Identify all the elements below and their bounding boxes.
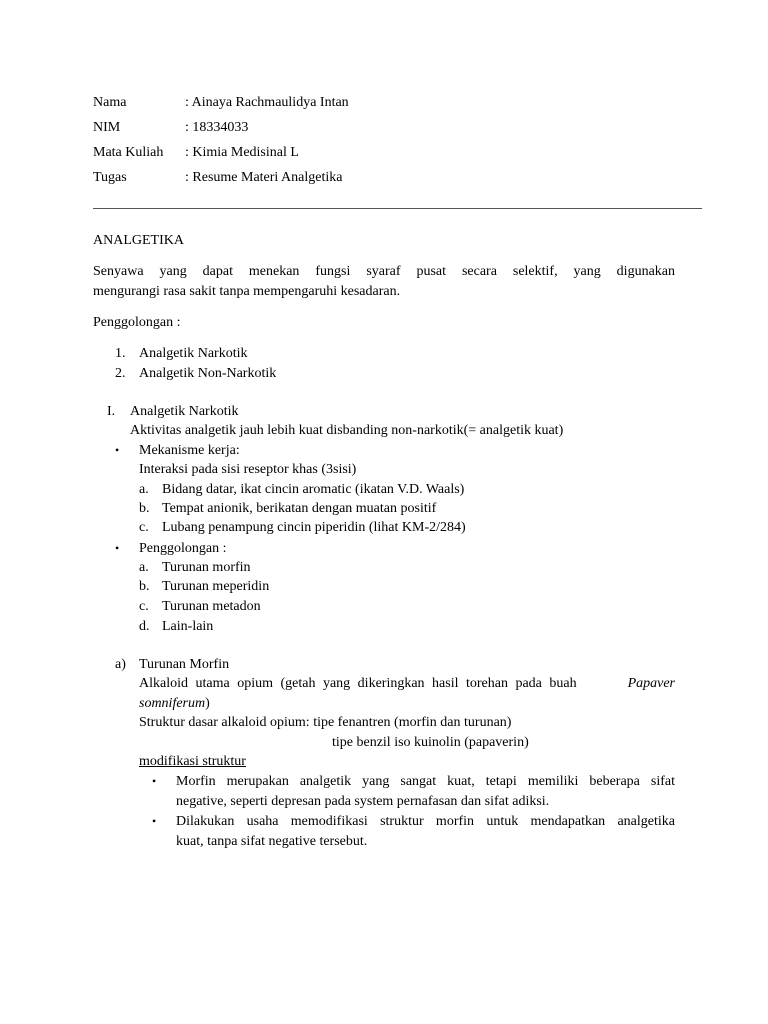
course-value: : Kimia Medisinal L [185,145,299,160]
list-number: 2. [115,366,126,381]
mechanism-description: Interaksi pada sisi reseptor khas (3sisi) [139,462,357,477]
morfin-text: Alkaloid utama opium (getah yang dikeringkan hasil torehan pada buah [139,676,577,691]
intro-line-2: mengurangi rasa sakit tanpa mempengaruhi kesadaran. [93,284,401,299]
task-value: : Resume Materi Analgetika [185,170,343,185]
structure-line-2: tipe benzil iso kuinolin (papaverin) [332,735,529,750]
morfin-line-1 [139,675,675,692]
species-name-part-2: somniferum [139,696,206,711]
list-letter: a. [139,560,149,575]
closing-paren: ) [205,696,210,711]
list-item: Bidang datar, ikat cincin aromatic (ikatan V.D. Waals) [162,482,465,497]
course-label: Mata Kuliah [93,145,164,160]
list-letter: d. [139,619,150,634]
doc-title: ANALGETIKA [93,233,184,248]
list-item: Lubang penampung cincin piperidin (lihat KM-2/284) [162,520,466,535]
list-number: 1. [115,346,126,361]
subsection-title: Turunan Morfin [139,657,230,672]
name-label: Nama [93,95,127,110]
modification-bullet-2-line-1: Dilakukan usaha memodifikasi struktur morfin untuk mendapatkan analgetika [176,814,675,829]
bullet-icon: • [115,443,120,457]
name-value: : Ainaya Rachmaulidya Intan [185,95,349,110]
section-description: Aktivitas analgetik jauh lebih kuat disbanding non-narkotik(= analgetik kuat) [130,423,564,438]
list-letter: c. [139,520,149,535]
species-name-part-1: Papaver [627,676,675,691]
bullet-icon: • [152,774,157,788]
list-item: Analgetik Non-Narkotik [139,366,277,381]
list-item: Tempat anionik, berikatan dengan muatan positif [162,501,437,516]
list-letter: b. [139,579,150,594]
modification-bullet-1-line-1: Morfin merupakan analgetik yang sangat kuat, tetapi memiliki beberapa sifat [176,774,675,789]
mechanism-title: Mekanisme kerja: [139,443,240,458]
subsection-label: a) [115,657,126,672]
list-letter: b. [139,501,150,516]
modification-bullet-2-line-2: kuat, tanpa sifat negative tersebut. [176,834,368,849]
list-letter: a. [139,482,149,497]
list-item: Turunan metadon [162,599,261,614]
classification-title: Penggolongan : [139,541,227,556]
task-label: Tugas [93,170,127,185]
structure-line-1: Struktur dasar alkaloid opium: tipe fenantren (morfin dan turunan) [139,715,512,730]
modification-bullet-1-line-2: negative, seperti depresan pada system pernafasan dan sifat adiksi. [176,794,550,809]
nim-label: NIM [93,120,121,135]
modification-title: modifikasi struktur [139,754,246,769]
morfin-line-2 [139,695,210,712]
header-divider [93,208,702,209]
section-title: Analgetik Narkotik [130,404,239,419]
list-item: Turunan morfin [162,560,251,575]
section-number: I. [107,404,116,419]
list-letter: c. [139,599,149,614]
intro-line-1: Senyawa yang dapat menekan fungsi syaraf pusat secara selektif, yang digunakan [93,264,675,279]
bullet-icon: • [115,541,120,555]
list-item: Analgetik Narkotik [139,346,248,361]
bullet-icon: • [152,814,157,828]
nim-value: : 18334033 [185,120,249,135]
list-item: Turunan meperidin [162,579,270,594]
list-item: Lain-lain [162,619,214,634]
classification-label: Penggolongan : [93,315,181,330]
